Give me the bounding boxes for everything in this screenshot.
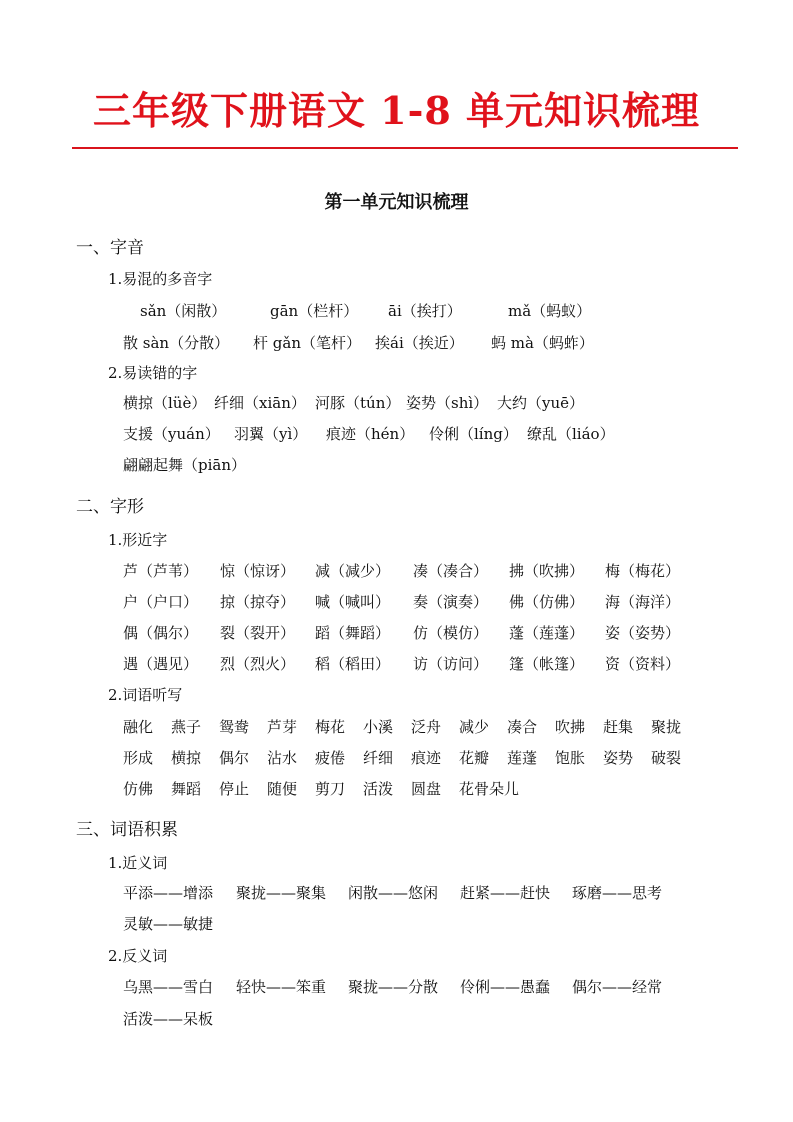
list-item: 乌黑——雪白 — [123, 978, 214, 996]
list-item: 花瓣 — [459, 749, 490, 767]
list-item: 横掠 — [171, 749, 202, 767]
list-item: 痕迹 — [411, 749, 442, 767]
list-item: 燕子 — [171, 718, 202, 736]
list-item: 芦芽 — [267, 718, 298, 736]
list-item: 破裂 — [651, 749, 682, 767]
list-item: 沾水 — [267, 749, 298, 767]
list-item: 花骨朵儿 — [459, 780, 520, 798]
title-divider — [72, 147, 738, 149]
list-item: 拂（吹拂） — [509, 562, 585, 580]
list-item: 烈（烈火） — [220, 655, 296, 673]
list-item: 剪刀 — [315, 780, 346, 798]
list-item: 姿（姿势） — [605, 624, 681, 642]
list-item: 裂（裂开） — [220, 624, 296, 642]
dictation-row-2 — [123, 747, 681, 768]
subheading-misread: 2.易读错的字 — [108, 364, 198, 382]
list-item: 海（海洋） — [605, 593, 681, 611]
list-item: 佛（仿佛） — [509, 593, 585, 611]
list-item: 聚拢 — [651, 718, 682, 736]
list-item: 聚拢——分散 — [348, 978, 439, 996]
list-item: 融化 — [123, 718, 154, 736]
list-item: 凑（凑合） — [413, 562, 489, 580]
list-item: 小溪 — [363, 718, 394, 736]
list-item: 喊（喊叫） — [315, 593, 391, 611]
list-item: 减（减少） — [315, 562, 391, 580]
list-item: 蹈（舞蹈） — [315, 624, 391, 642]
list-item: 偶尔 — [219, 749, 250, 767]
list-item: 户（户口） — [123, 593, 199, 611]
list-item: 翩翩起舞（piān） — [123, 456, 247, 474]
list-item: 聚拢——聚集 — [236, 884, 327, 902]
subheading-polyphonic: 1.易混的多音字 — [108, 270, 213, 288]
dictation-row-3 — [123, 778, 519, 799]
similar-chars-row-2 — [123, 591, 680, 612]
list-item: 形成 — [123, 749, 154, 767]
list-item: 泛舟 — [411, 718, 442, 736]
list-item: 资（资料） — [605, 655, 681, 673]
list-item: 访（访问） — [413, 655, 489, 673]
list-item: 偶（偶尔） — [123, 624, 199, 642]
list-item: 随便 — [267, 780, 298, 798]
list-item: 河豚（tún） — [315, 394, 401, 412]
unit-title: 第一单元知识梳理 — [324, 192, 469, 213]
list-item: 活泼 — [363, 780, 394, 798]
similar-chars-row-4 — [123, 653, 680, 674]
list-item: 横掠（lüè） — [123, 394, 207, 412]
list-item: 大约（yuē） — [497, 394, 585, 412]
section-heading-vocabulary: 三、词语积累 — [76, 820, 178, 840]
list-item: 遇（遇见） — [123, 655, 199, 673]
list-item: 凑合 — [507, 718, 538, 736]
list-item: 散 sàn（分散） — [123, 334, 230, 352]
list-item: 芦（芦苇） — [123, 562, 199, 580]
list-item: 吹拂 — [555, 718, 586, 736]
list-item: gān（栏杆） — [270, 302, 359, 320]
list-item: 奏（演奏） — [413, 593, 489, 611]
list-item: 纤细（xiān） — [214, 394, 306, 412]
subheading-similar-chars: 1.形近字 — [108, 531, 168, 549]
misread-row-3 — [123, 454, 246, 475]
list-item: 稻（稻田） — [315, 655, 391, 673]
list-item: 缭乱（liáo） — [527, 425, 615, 443]
list-item: 灵敏——敏捷 — [123, 915, 214, 933]
list-item: 羽翼（yì） — [234, 425, 308, 443]
similar-chars-row-3 — [123, 622, 680, 643]
subheading-dictation: 2.词语听写 — [108, 686, 183, 704]
list-item: 杆 gǎn（笔杆） — [253, 334, 361, 352]
list-item: 蚂 mà（蚂蚱） — [491, 334, 594, 352]
list-item: 减少 — [459, 718, 490, 736]
subheading-antonyms: 2.反义词 — [108, 947, 168, 965]
dictation-row-1 — [123, 716, 681, 737]
list-item: 饱胀 — [555, 749, 586, 767]
list-item: 挨ái（挨近） — [375, 334, 464, 352]
list-item: 仿佛 — [123, 780, 154, 798]
list-item: 停止 — [219, 780, 250, 798]
list-item: 梅花 — [315, 718, 346, 736]
list-item: 惊（惊讶） — [220, 562, 296, 580]
list-item: 鸳鸯 — [219, 718, 250, 736]
similar-chars-row-1 — [123, 560, 680, 581]
list-item: 蓬（莲蓬） — [509, 624, 585, 642]
list-item: 轻快——笨重 — [236, 978, 327, 996]
misread-row-2 — [123, 423, 615, 444]
list-item: 赶紧——赶快 — [460, 884, 551, 902]
document-title: 三年级下册语文 1-8 单元知识梳理 — [92, 88, 701, 133]
list-item: 梅（梅花） — [605, 562, 681, 580]
list-item: 伶俐（líng） — [429, 425, 518, 443]
antonyms-row-2 — [123, 1008, 213, 1029]
polyphonic-row-2 — [123, 332, 594, 353]
list-item: 舞蹈 — [171, 780, 202, 798]
synonyms-row-1 — [123, 882, 662, 903]
list-item: 琢磨——思考 — [572, 884, 663, 902]
list-item: 支援（yuán） — [123, 425, 220, 443]
list-item: 姿势 — [603, 749, 634, 767]
list-item: mǎ（蚂蚁） — [508, 302, 592, 320]
section-heading-pronunciation: 一、字音 — [76, 238, 144, 258]
list-item: 伶俐——愚蠢 — [460, 978, 551, 996]
list-item: 赶集 — [603, 718, 634, 736]
misread-row-1 — [123, 392, 584, 413]
list-item: 掠（掠夺） — [220, 593, 296, 611]
list-item: 活泼——呆板 — [123, 1010, 214, 1028]
list-item: 平添——增添 — [123, 884, 214, 902]
list-item: 偶尔——经常 — [572, 978, 663, 996]
list-item: 疲倦 — [315, 749, 346, 767]
section-heading-glyphs: 二、字形 — [76, 497, 144, 517]
list-item: sǎn（闲散） — [140, 302, 227, 320]
list-item: 闲散——悠闲 — [348, 884, 439, 902]
antonyms-row-1 — [123, 976, 662, 997]
list-item: 痕迹（hén） — [326, 425, 415, 443]
synonyms-row-2 — [123, 913, 213, 934]
list-item: āi（挨打） — [388, 302, 462, 320]
list-item: 姿势（shì） — [406, 394, 489, 412]
list-item: 圆盘 — [411, 780, 442, 798]
list-item: 纤细 — [363, 749, 394, 767]
list-item: 莲蓬 — [507, 749, 538, 767]
polyphonic-row-1 — [140, 300, 591, 321]
list-item: 仿（模仿） — [413, 624, 489, 642]
subheading-synonyms: 1.近义词 — [108, 854, 168, 872]
list-item: 篷（帐篷） — [509, 655, 585, 673]
